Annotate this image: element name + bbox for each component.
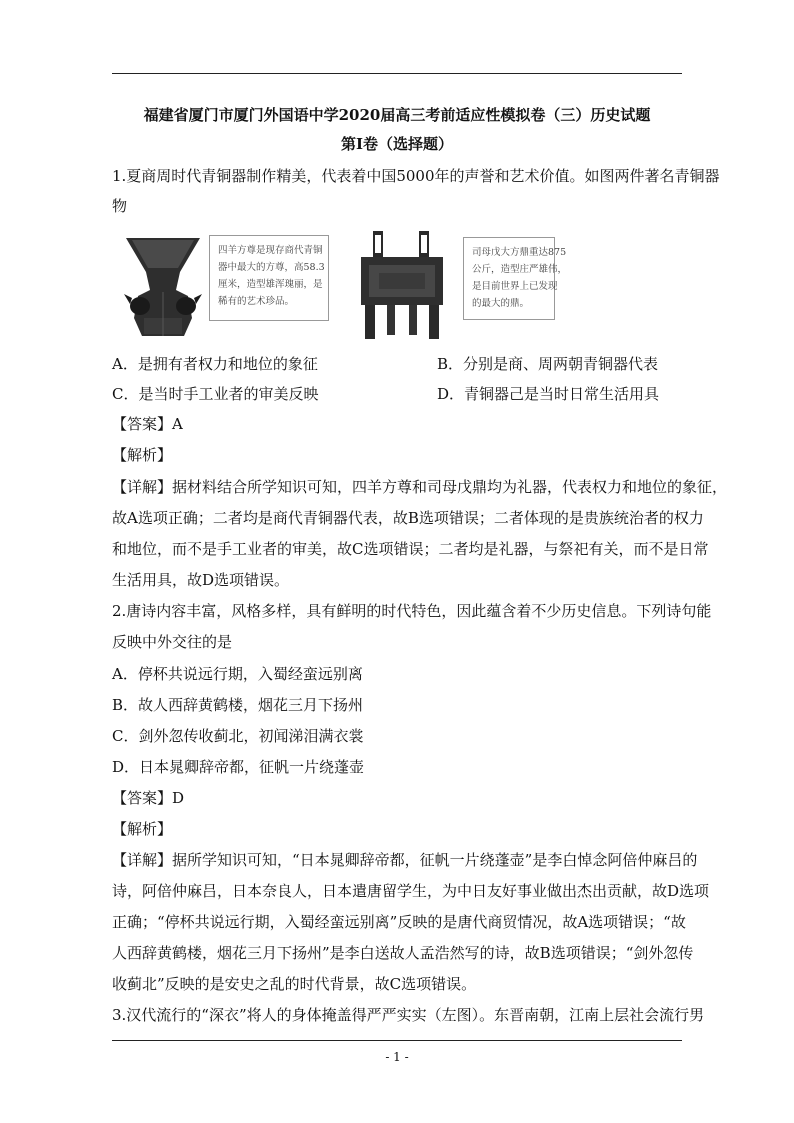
q1-option-a: A．是拥有者权力和地位的象征 [112,355,318,373]
q2-stem-line-1: 2.唐诗内容丰富，风格多样，具有鲜明的时代特色，因此蕴含着不少历史信息。下列诗句能 [112,602,712,620]
ding-caption-line: 司母戊大方鼎重达875 [472,247,567,258]
ding-caption-box [463,237,568,320]
q1-detail-line: 【详解】据材料结合所学知识可知，四羊方尊和司母戊鼎均为礼器，代表权力和地位的象征， [112,478,728,496]
q2-detail-line: 诗，阿倍仲麻吕，日本奈良人，日本遣唐留学生，为中日友好事业做出杰出贡献，故D选项 [112,882,710,900]
q2-detail-line: 人西辞黄鹤楼，烟花三月下扬州”是李白送故人孟浩然写的诗，故B选项错误；“剑外忽传 [112,944,694,962]
q1-detail-line: 和地位，而不是手工业者的审美，故C选项错误；二者均是礼器，与祭祀有关，而不是日常 [112,540,709,558]
q1-stem-line-2: 物 [112,197,128,215]
vase-caption-line: 四羊方尊是现存商代青铜 [218,245,323,256]
q1-detail-line: 故A选项正确；二者均是商代青铜器代表，故B选项错误；二者体现的是贵族统治者的权力 [112,509,704,527]
q2-detail-line: 收蓟北”反映的是安史之乱的时代背景，故C选项错误。 [112,975,477,993]
q2-option-a: A．停杯共说远行期，入蜀经蛮远别离 [112,665,363,683]
header-rule [112,73,682,74]
q1-stem-line-1: 1.夏商周时代青铜器制作精美，代表着中国5000年的声誉和艺术价值。如图两件著名青铜器 [112,167,720,185]
vase-caption-line: 稀有的艺术珍品。 [218,296,295,307]
section-title: 第Ⅰ卷（选择题） [340,135,454,153]
vase-caption-line: 厘米，造型雄浑瑰丽，是 [218,279,323,290]
q2-detail-line: 【详解】据所学知识可知，“日本晁卿辞帝都，征帆一片绕蓬壶”是李白悼念阿倍仲麻吕的 [112,851,698,869]
footer-rule [112,1040,682,1041]
q2-answer: 【答案】D [112,789,185,807]
q2-stem-line-2: 反映中外交往的是 [112,633,233,651]
four-goat-square-zun-image [118,232,208,342]
q1-option-b: B．分别是商、周两朝青铜器代表 [437,355,659,373]
q1-option-d: D．青铜器己是当时日常生活用具 [437,385,660,403]
ding-caption-line: 的最大的鼎。 [472,298,530,309]
ding-caption-line: 公斤，造型庄严雄伟， [472,264,568,275]
q1-analysis-label: 【解析】 [112,446,173,464]
simuwu-ding-image [357,229,447,341]
vase-caption-line: 器中最大的方尊，高58.3 [218,262,325,273]
vase-caption-box [209,235,329,321]
ding-caption-line: 是目前世界上已发现 [472,281,558,292]
q3-stem-line-1: 3.汉代流行的“深衣”将人的身体掩盖得严严实实（左图）。东晋南朝，江南上层社会流行男 [112,1006,705,1024]
page-number: - 1 - [385,1050,409,1064]
q1-option-c: C．是当时手工业者的审美反映 [112,385,319,403]
q2-option-c: C．剑外忽传收蓟北，初闻涕泪满衣裳 [112,727,364,745]
q2-analysis-label: 【解析】 [112,820,173,838]
document-title: 福建省厦门市厦门外国语中学2020届高三考前适应性模拟卷（三）历史试题 [143,106,651,124]
q2-option-d: D．日本晁卿辞帝都，征帆一片绕蓬壶 [112,758,365,776]
q2-option-b: B．故人西辞黄鹤楼，烟花三月下扬州 [112,696,364,714]
q1-answer: 【答案】A [112,415,183,433]
q1-detail-line: 生活用具，故D选项错误。 [112,571,290,589]
q2-detail-line: 正确；“停杯共说远行期，入蜀经蛮远别离”反映的是唐代商贸情况，故A选项错误；“故 [112,913,686,931]
